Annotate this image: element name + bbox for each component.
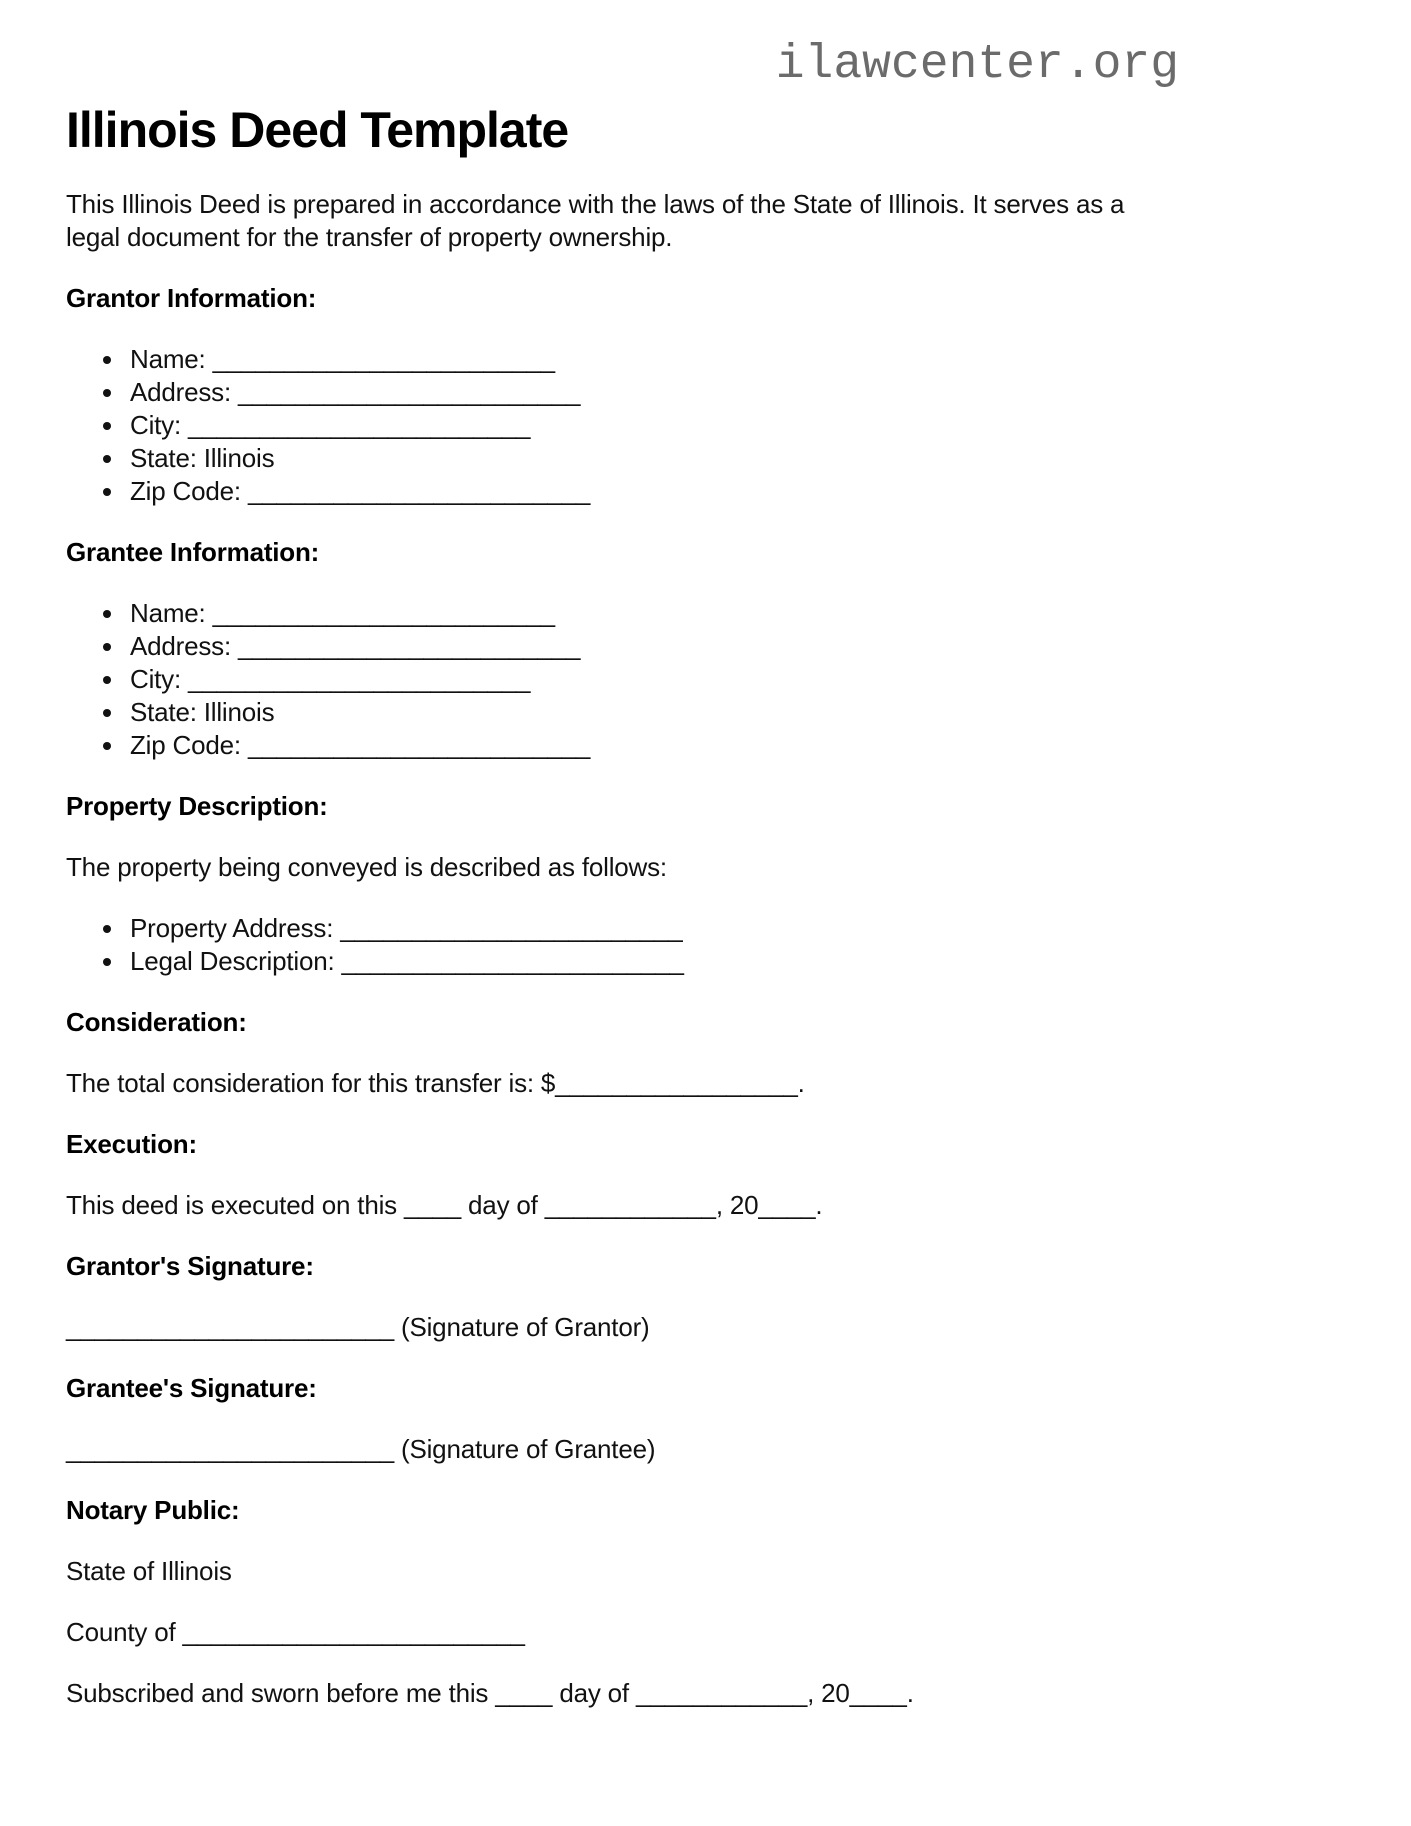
property-section-heading: Property Description:: [66, 791, 328, 821]
grantee-section-heading: Grantee Information:: [66, 537, 320, 567]
grantor-address-field: • Address: ________________________: [126, 376, 1179, 409]
grantor-info-list: [66, 343, 1179, 508]
grantee-signature-heading: Grantee's Signature:: [66, 1373, 317, 1403]
grantee-name-field: • Name: ________________________: [126, 597, 1179, 630]
grantee-signature-line: _______________________ (Signature of Grantee): [66, 1434, 656, 1464]
grantor-zip-field: • Zip Code: ________________________: [126, 475, 1179, 508]
document-title: Illinois Deed Template: [66, 102, 569, 158]
notary-county-field: County of ________________________: [66, 1617, 525, 1647]
property-lead-paragraph: The property being conveyed is described as follows:: [66, 852, 667, 882]
property-info-list: [66, 912, 1179, 978]
grantee-zip-field: • Zip Code: ________________________: [126, 729, 1179, 762]
grantor-section-heading: Grantor Information:: [66, 283, 317, 313]
consideration-amount-line: The total consideration for this transfer is: $_________________.: [66, 1068, 805, 1098]
execution-section-heading: Execution:: [66, 1129, 197, 1159]
grantor-name-field: • Name: ________________________: [126, 343, 1179, 376]
notary-state-line: State of Illinois: [66, 1556, 232, 1586]
grantee-state-value: • State: Illinois: [126, 696, 1179, 729]
notary-sworn-date-line: Subscribed and sworn before me this ____ day of ____________, 20____.: [66, 1678, 914, 1708]
grantor-signature-heading: Grantor's Signature:: [66, 1251, 314, 1281]
grantor-state-value: • State: Illinois: [126, 442, 1179, 475]
grantee-city-field: • City: ________________________: [126, 663, 1179, 696]
execution-date-line: This deed is executed on this ____ day of ____________, 20____.: [66, 1190, 823, 1220]
grantor-city-field: • City: ________________________: [126, 409, 1179, 442]
grantee-address-field: • Address: ________________________: [126, 630, 1179, 663]
consideration-section-heading: Consideration:: [66, 1007, 247, 1037]
property-address-field: • Property Address: ________________________: [126, 912, 1179, 945]
legal-description-field: • Legal Description: ________________________: [126, 945, 1179, 978]
grantor-signature-line: _______________________ (Signature of Grantor): [66, 1312, 650, 1342]
intro-paragraph: This Illinois Deed is prepared in accordance with the laws of the State of Illinois. It serves as a legal document for the transfer of property ownership.: [66, 189, 1125, 252]
site-logo: ilawcenter.org: [775, 38, 1179, 92]
grantee-info-list: [66, 597, 1179, 762]
notary-section-heading: Notary Public:: [66, 1495, 240, 1525]
